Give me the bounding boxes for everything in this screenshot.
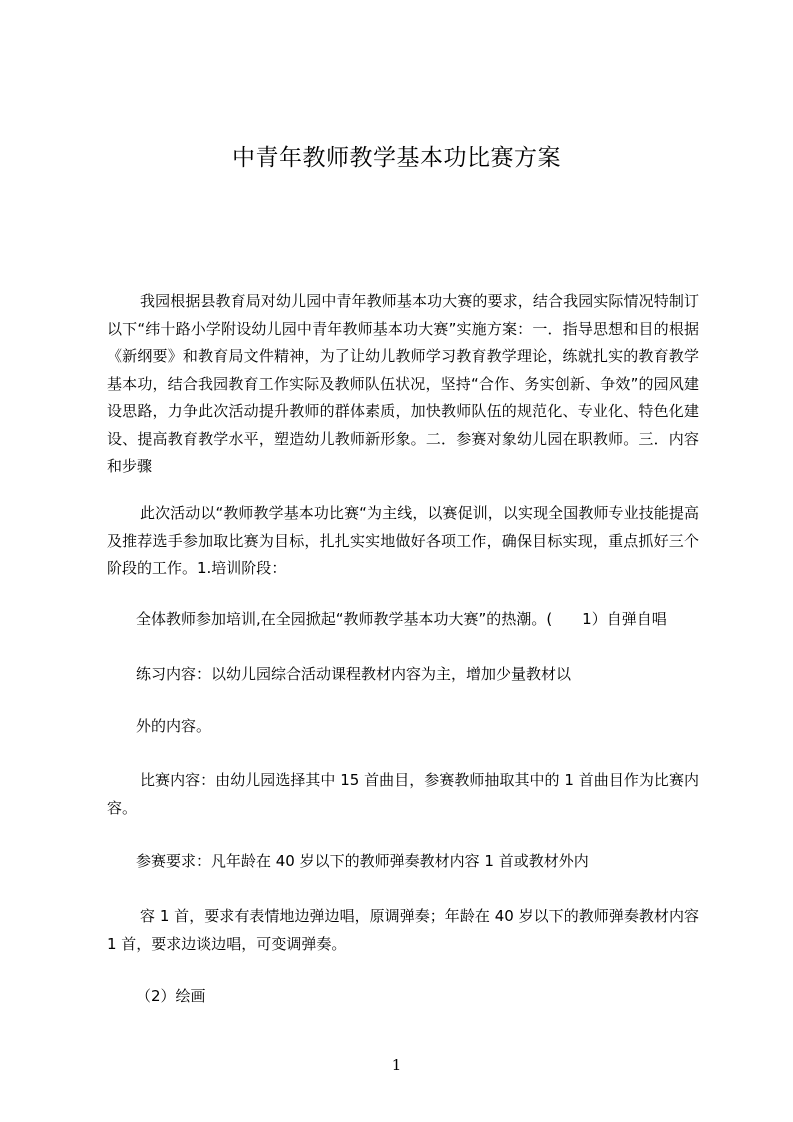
paragraph-intro: 我园根据县教育局对幼儿园中青年教师基本功大赛的要求，结合我园实际情况特制订以下“纬十路小学附设幼儿园中青年教师基本功大赛”实施方案：一．指导思想和目的根据《新纲要》和教育局文件精神，为了让幼儿教师学习教育教学理论，练就扎实的教育教学基本功，结合我园教育工作实际及教师队伍状况，坚持“合作、务实创新、争效”的园风建设思路，力争此次活动提升教师的群体素质，加快教师队伍的规范化、专业化、特色化建设、提高教育教学水平，塑造幼儿教师新形象。二．参赛对象幼儿园在职教师。三．内容和步骤 xyxy=(107,292,699,475)
paragraph-activity: 此次活动以“教师教学基本功比赛“为主线，以赛促训，以实现全国教师专业技能提高及推荐选手参加取比赛为目标，扎扎实实地做好各项工作，确保目标实现，重点抓好三个阶段的工作。1.培训阶段： xyxy=(107,504,699,577)
paragraph-drawing-heading: （2）绘画 xyxy=(136,987,206,1005)
page-number: 1 xyxy=(391,1056,402,1074)
paragraph-practice-content-cont: 外的内容。 xyxy=(136,717,212,735)
paragraph-requirements-cont: 容 1 首，要求有表情地边弹边唱，原调弹奏；年龄在 40 岁以下的教师弹奏教材内容 1 首，要求边谈边唱，可变调弹奏。 xyxy=(107,907,699,953)
paragraph-practice-content: 练习内容：以幼儿园综合活动课程教材内容为主，增加少量教材以 xyxy=(136,665,572,683)
paragraph-competition-content: 比赛内容：由幼儿园选择其中 15 首曲目，参赛教师抽取其中的 1 首曲目作为比赛内容。 xyxy=(107,771,699,817)
paragraph-requirements: 参赛要求：凡年龄在 40 岁以下的教师弹奏教材内容 1 首或教材外内 xyxy=(136,852,589,870)
document-title: 中青年教师教学基本功比赛方案 xyxy=(232,145,561,171)
paragraph-training: 全体教师参加培训,在全园掀起“教师教学基本功大赛”的热潮。( 1）自弹自唱 xyxy=(136,610,667,628)
